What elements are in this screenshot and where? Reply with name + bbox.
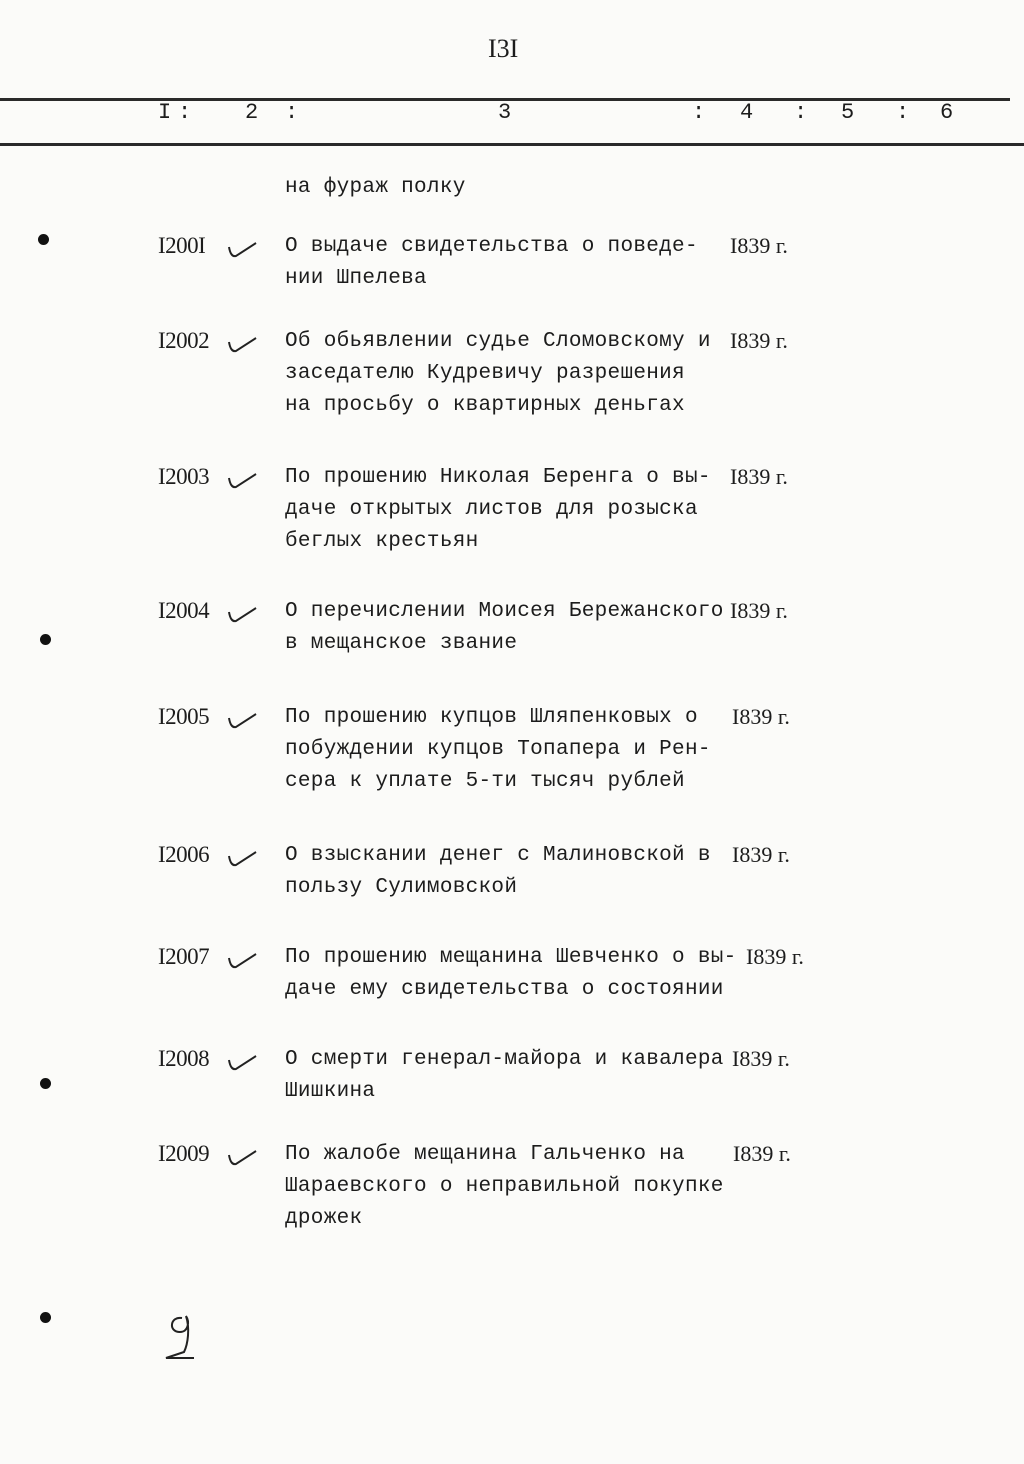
entry-title-line: побуждении купцов Топапера и Рен- — [285, 738, 711, 761]
continuation-text: на фураж полку — [285, 176, 466, 199]
entry-title-line: По прошению Николая Беренга о вы- — [285, 466, 711, 489]
column-3: 3 — [498, 100, 512, 125]
entry-number: I2002 — [158, 328, 210, 353]
entry-number: I2004 — [158, 598, 210, 623]
entry-title-line: нии Шпелева — [285, 267, 427, 290]
punch-hole-dot — [40, 1078, 51, 1089]
column-5: 5 — [841, 100, 855, 125]
checkmark-icon — [226, 604, 260, 628]
entry-number: I200I — [158, 233, 206, 258]
checkmark-icon — [226, 1147, 260, 1171]
entry-number: I2007 — [158, 944, 210, 969]
entry-year: I839 г. — [730, 233, 788, 258]
entry-title-line: сера к уплате 5-ти тысяч рублей — [285, 770, 685, 793]
checkmark-icon — [226, 710, 260, 734]
entry-title-line: даче ему свидетельства о состоянии — [285, 978, 724, 1001]
entry-title-line: О перечислении Моисея Бережанского — [285, 600, 724, 623]
checkmark-icon — [226, 848, 260, 872]
entry-number: I2009 — [158, 1141, 210, 1166]
checkmark-icon — [226, 950, 260, 974]
column-4: 4 — [740, 100, 754, 125]
entry-title-line: По жалобе мещанина Гальченко на — [285, 1143, 685, 1166]
column-1: I — [158, 100, 172, 125]
entry-title-line: По прошению купцов Шляпенковых о — [285, 706, 698, 729]
entry-title-line: заседателю Кудревичу разрешения — [285, 362, 685, 385]
entry-title-line: О взыскании денег с Малиновской в — [285, 844, 711, 867]
entry-year: I839 г. — [732, 704, 790, 729]
entry-number: I2008 — [158, 1046, 210, 1071]
entry-number: I2006 — [158, 842, 210, 867]
entry-title-line: Шишкина — [285, 1080, 376, 1103]
entry-title-line: пользу Сулимовской — [285, 876, 518, 899]
entry-title-line: По прошению мещанина Шевченко о вы- — [285, 946, 737, 969]
entry-number: I2003 — [158, 464, 210, 489]
header-bottom-rule — [0, 143, 1024, 146]
entry-title-line: дрожек — [285, 1207, 363, 1230]
entry-year: I839 г. — [733, 1141, 791, 1166]
handwritten-nine-mark — [160, 1308, 210, 1368]
checkmark-icon — [226, 334, 260, 358]
checkmark-icon — [226, 239, 260, 263]
entry-title-line: О смерти генерал-майора и кавалера — [285, 1048, 724, 1071]
column-6: 6 — [940, 100, 954, 125]
entry-year: I839 г. — [746, 944, 804, 969]
entry-year: I839 г. — [730, 598, 788, 623]
entry-title-line: Шараевского о неправильной покупке — [285, 1175, 724, 1198]
entry-title-line: Об обьявлении судье Сломовскому и — [285, 330, 711, 353]
entry-year: I839 г. — [732, 1046, 790, 1071]
entry-number: I2005 — [158, 704, 210, 729]
punch-hole-dot — [40, 634, 51, 645]
entry-title-line: даче открытых листов для розыска — [285, 498, 698, 521]
entry-title-line: в мещанское звание — [285, 632, 518, 655]
entry-title-line: беглых крестьян — [285, 530, 479, 553]
column-2: 2 — [245, 100, 259, 125]
entry-year: I839 г. — [732, 842, 790, 867]
punch-hole-dot — [40, 1312, 51, 1323]
punch-hole-dot — [38, 234, 49, 245]
entry-year: I839 г. — [730, 464, 788, 489]
page-number: I3I — [488, 34, 519, 63]
checkmark-icon — [226, 1052, 260, 1076]
entry-year: I839 г. — [730, 328, 788, 353]
entry-title-line: на просьбу о квартирных деньгах — [285, 394, 685, 417]
checkmark-icon — [226, 470, 260, 494]
entry-title-line: О выдаче свидетельства о поведе- — [285, 235, 698, 258]
